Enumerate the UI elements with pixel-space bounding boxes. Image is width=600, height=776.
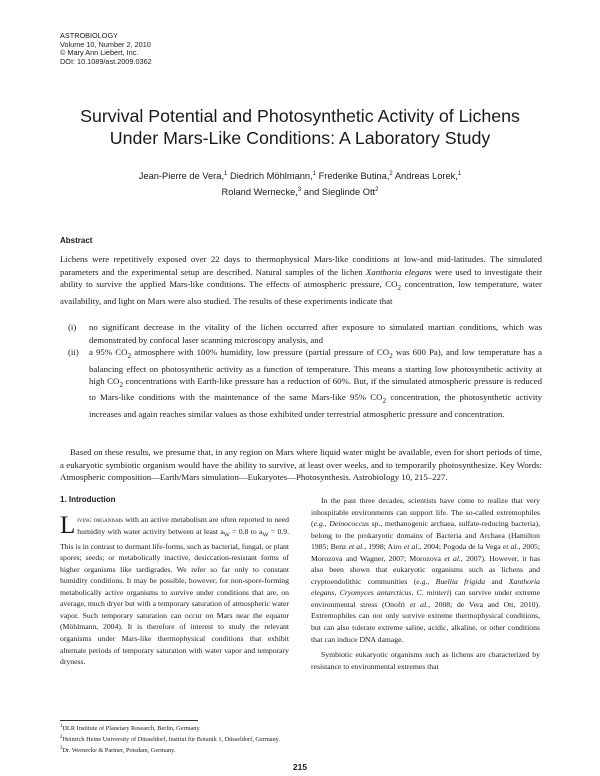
intro-paragraph: In the past three decades, scientists have come to realize that very inhospitable environments can support life. The so-called extremophiles (e.g., Deinococcus sp., methanogenic archaea, sulfate-reducing bacteria), belong to the prokaryotic domains of Bacteria and Archaea (Hamilton 1985; Benz et al., 1998; Airo et al., 2004; Pogoda de la Vega et al., 2005; Morozova and Wagner, 2007; Morozova et al., 2007). However, it has also been shown that eukaryotic organisms such as lichens and cryptoendolithic communities (e.g., Buellia frigida and Xanthoria elegans, Cryomyces antarcticus, C. minteri) can survive under extreme environmental stress (Onofri et al., 2008; de Vera and Ott, 2010). Extremophiles can not only survive extreme thermophysical conditions, but can also tolerate extreme saline, acidic, alkaline, or other conditions that can induce DNA damage. (311, 496, 541, 644)
list-item: (ii) a 95% $CO_2$ atmosphere with 100% humidity, low pressure (partial pressure of $CO_2$ was 600 Pa), and low temperature has a balancing effect on photosynthetic activity as a function of temperature. This means a starting low photosynthetic activity at high $CO_2$ concentrations with Earth-like pressure has a reduction of 60%. But, if the simulated atmospheric pressure is reduced to Mars-like conditions with the maintenance of the same Mars-like 95% $CO_2$ concentration, the photosynthetic activity increases and again reaches similar values as those exhibited under terrestrial atmospheric pressure and concentration. (68, 347, 542, 419)
author: Frederike Butina, (318, 171, 390, 182)
abstract-conclusion: Based on these results, we presume that, in any region on Mars where liquid water might be available, even for short periods of time, a eukaryotic symbiotic organism would have the ability to survive, at least over weeks, and to temporarily photosynthesize. Key Words: Atmospheric composition—Earth/Mars simulation—Eukaryotes—Photosynthesis. Astrobiology 10, 215–227. (60, 447, 542, 483)
author: Diedrich Möhlmann, (229, 171, 313, 182)
left-column (60, 495, 289, 668)
author-affiliation: 2 (389, 171, 393, 177)
abstract-heading: Abstract (60, 236, 93, 245)
footnote-divider (60, 720, 198, 721)
intro-paragraph: Living organisms with an active metabolism are often reported to need humidity with water activity between at least $a_W = 0.8$ to $a_W = 0.9$. This is in contrast to dormant life-forms, such as bacterial, fungal, or plant spores; seeds; or metabolically inactive, desiccation-resistant forms of higher organisms like tardigrades. We refer so far only to constant humidity conditions. It may be possible, however, for non-spore-forming metabolically active organisms to survive under conditions that are, on average, much dryer but with a temporary saturation of atmospheric water vapor. Such temporary saturation can occur on Mars near the equator (Möhlmann, 2004). It is therefore of interest to study the relevant organisms under Mars-like thermophysical conditions that exhibit alternate periods of temporary saturation with water vapor and temporary dryness. (60, 512, 289, 667)
paper-title (60, 105, 540, 149)
page-number: 215 (292, 762, 308, 772)
journal-copyright: © Mary Ann Liebert, Inc. (60, 48, 139, 58)
list-item: (i) no significant decrease in the vitality of the lichen occurred after exposure to simulated martian conditions, which was demonstrated by confocal laser scanning microscopy analysis, and (68, 322, 542, 345)
drop-cap: L (60, 512, 76, 539)
author: Roland Wernecke, (221, 187, 298, 198)
footnote: $^3$Dr. Wernecke & Partner, Potsdam, Germany. (60, 746, 176, 755)
journal-meta (60, 32, 152, 66)
author-list (60, 167, 540, 199)
author-affiliation: 1 (224, 171, 228, 177)
author: Andreas Lorek, (394, 171, 458, 182)
intro-paragraph: Symbiotic eukaryotic organisms such as lichens are characterized by resistance to environmental extremes that (311, 650, 540, 671)
footnote: $^2$Heinrich Heine University of Düsseldorf, Institut für Botanik 1, Düsseldorf, Germany. (60, 735, 280, 744)
section-heading: 1. Introduction (60, 495, 116, 504)
author-affiliation: 2 (375, 187, 379, 194)
author-affiliation: 3 (297, 187, 302, 194)
abstract-paragraph: Lichens were repetitively exposed over 22 days to thermophysical Mars-like conditions at low-and mid-latitudes. The simulated parameters and the experimental setup are described. Natural samples of the lichen Xanthoria elegans were used to investigate their ability to survive the applied Mars-like conditions. The effects of atmospheric pressure, $CO_2$ concentration, low temperature, water availability, and light on Mars were also studied. The results of these experiments indicate that (60, 254, 543, 306)
title-line-1: Survival Potential and Photosynthetic Activity of Lichens (80, 106, 520, 126)
author-affiliation: 1 (312, 171, 317, 177)
journal-volume: Volume 10, Number 2, 2010 (60, 39, 151, 49)
author: Jean-Pierre de Vera, (138, 171, 225, 182)
abstract-list (60, 321, 542, 420)
right-column (311, 495, 540, 672)
author-affiliation: 1 (457, 171, 462, 177)
journal-name: ASTROBIOLOGY (60, 31, 118, 40)
author: and Sieglinde Ott (303, 187, 376, 198)
title-line-2: Under Mars-Like Conditions: A Laboratory Study (109, 128, 491, 148)
footnote: $^1$DLR Institute of Planetary Research, Berlin, Germany. (60, 724, 201, 733)
journal-doi: DOI: 10.1089/ast.2009.0362 (60, 56, 152, 66)
footnotes (60, 722, 280, 755)
